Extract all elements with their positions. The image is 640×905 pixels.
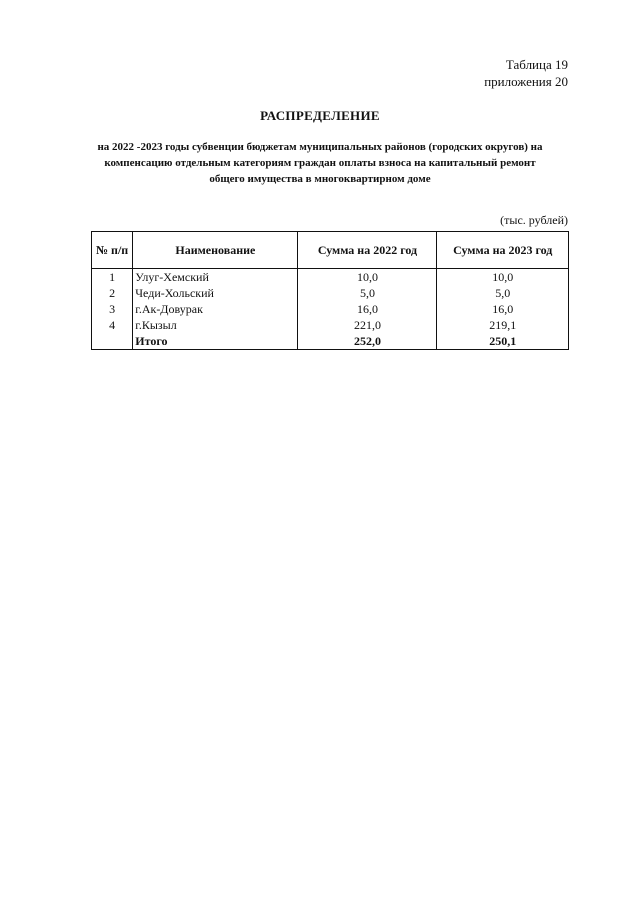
header-2022: Сумма на 2022 год (298, 232, 437, 269)
page-title: РАСПРЕДЕЛЕНИЕ (260, 108, 380, 123)
table-header-row (92, 232, 569, 269)
appendix-ref-label: приложения 20 (484, 74, 568, 89)
row-2022: 5,0 (298, 285, 437, 301)
subtitle-line-1: на 2022 -2023 годы субвенции бюджетам муниципальных районов (городских округов) на (97, 141, 543, 153)
row-num: 2 (92, 285, 133, 301)
row-2023: 219,1 (437, 317, 569, 333)
table-row (92, 285, 569, 301)
row-name: Чеди-Хольский (133, 285, 298, 301)
row-name: Улуг-Хемский (133, 269, 298, 286)
row-num: 4 (92, 317, 133, 333)
total-label: Итого (133, 333, 298, 350)
total-num-empty (92, 333, 133, 350)
header-name: Наименование (133, 232, 298, 269)
document-reference (484, 56, 568, 90)
subtitle-line-3: общего имущества в многоквартирном доме (209, 173, 431, 185)
row-2023: 16,0 (437, 301, 569, 317)
row-2023: 5,0 (437, 285, 569, 301)
row-name: г.Ак-Довурак (133, 301, 298, 317)
row-num: 3 (92, 301, 133, 317)
total-2022: 252,0 (298, 333, 437, 350)
units-label: (тыс. рублей) (500, 213, 568, 227)
row-2022: 10,0 (298, 269, 437, 286)
table-total-row (92, 333, 569, 350)
table-row (92, 269, 569, 286)
header-2023: Сумма на 2023 год (437, 232, 569, 269)
page-subtitle (95, 139, 545, 187)
table-row (92, 317, 569, 333)
header-num: № п/п (92, 232, 133, 269)
table-ref-label: Таблица 19 (505, 57, 568, 72)
subtitle-line-2: компенсацию отдельным категориям граждан оплаты взноса на капитальный ремонт (104, 157, 536, 169)
row-name: г.Кызыл (133, 317, 298, 333)
row-2023: 10,0 (437, 269, 569, 286)
total-2023: 250,1 (437, 333, 569, 350)
row-2022: 221,0 (298, 317, 437, 333)
row-2022: 16,0 (298, 301, 437, 317)
distribution-table (91, 231, 569, 350)
table-row (92, 301, 569, 317)
row-num: 1 (92, 269, 133, 286)
